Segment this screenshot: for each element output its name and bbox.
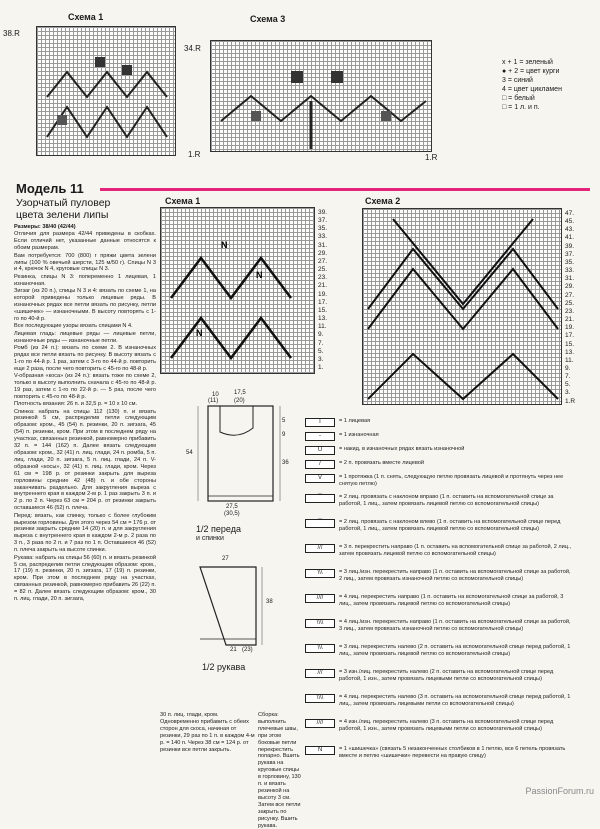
row-number: 7. xyxy=(565,373,571,381)
symbol-box: \\\\ xyxy=(305,619,335,628)
row-number: 1.R xyxy=(565,397,576,405)
dim-label: 5 xyxy=(282,418,286,424)
instruction-paragraph: Резинка, спицы N 3: попеременно 1 лицевая, 1 изнаночная. xyxy=(14,273,156,287)
header-divider xyxy=(100,188,590,191)
row-number: 47. xyxy=(565,210,575,217)
row-number: 25. xyxy=(565,299,575,307)
bottom-text-left: 30 п. лиц. глади, кром. Одновременно прибавить с обеих сторон для скоса, начиная от резинки, 29 раз по 1 п. в каждом 4-м р. = 140 п. Через 38 см = 124 р. от резинки все петли закрыть. xyxy=(160,712,255,753)
instruction-paragraph: V-образная «коса» (из 24 п.): вязать тоже по схеме 2, только в высоту выполнить сначала с 45-го по 48-й р. 19 раз, затем с 1-го по 22-й р. — 5 раз, после чего повторить с 45-го по 48-й р. xyxy=(14,373,156,400)
svg-text:N: N xyxy=(196,328,203,338)
dim-label: 54 xyxy=(186,450,193,456)
row-number: 3. xyxy=(318,355,324,363)
symbol-box: I xyxy=(305,418,335,427)
model-subtitle xyxy=(16,197,110,221)
row-number: 11. xyxy=(318,323,327,331)
row-number: 17. xyxy=(318,298,328,306)
symbol-text: = 4 лиц./изн. перекрестить направо (1 п. оставить на вспомогательной спице за работой, 3 лиц., затем провязать изнаночной петлю со вспомогательной спицы) xyxy=(339,619,571,632)
row-number: 37. xyxy=(318,217,328,225)
dim-label: 10 xyxy=(212,392,219,398)
svg-text:N: N xyxy=(256,270,263,280)
symbol-box: /// xyxy=(305,544,335,553)
row-number: 7. xyxy=(318,339,324,347)
symbol-box: ⌒ xyxy=(305,494,335,503)
row-number: 3. xyxy=(565,389,571,397)
bottom-text-right: Сборка: выполнить плечевые швы, при этом боковые петли перекрестить попарно. Вшить рукава на круговые спицы в горловину, 130 п. и вязать резинкой на высоту 3 см. Затем все петли закрыть по рисунку. Вшить рукава. xyxy=(258,712,301,829)
dim-label: 9 xyxy=(282,432,286,438)
symbol-box: //// xyxy=(305,594,335,603)
row-number: 27. xyxy=(318,257,328,265)
row-number: 9. xyxy=(318,331,324,339)
scheme3-top-title: Схема 3 xyxy=(250,14,286,24)
row-number: 17. xyxy=(565,332,575,340)
scheme2-row-numbers xyxy=(565,210,575,406)
symbol-box: U xyxy=(305,446,335,455)
row-number: 5. xyxy=(318,347,324,355)
symbol-box: N xyxy=(305,746,335,755)
dim-label: 17,5 xyxy=(234,390,246,396)
row-number: 33. xyxy=(565,267,575,275)
scheme1-row-numbers xyxy=(318,209,327,372)
dim-label: (20) xyxy=(234,398,245,404)
dim-label: 36 xyxy=(282,460,289,466)
symbol-text: = 3 п. перекрестить направо (1 п. оставить на вспомогательной спице за работой, 2 лиц., затем провязать лицевой петлю со вспомогательной спицы) xyxy=(339,544,572,557)
row-number: 21. xyxy=(565,316,575,324)
instruction-paragraph: Ромб (из 24 п.): вязать по схеме 2. В изнаночных рядах все петли вязать по рисунку. В высоту вязать с 1-го по 44-й р. 1 раз, затем с 3-го по 44-й р. повторить еще 2 раза, после чего повторить с 45-го по 48-й р. xyxy=(14,344,156,372)
scheme1-top-title: Схема 1 xyxy=(68,12,104,22)
dim-label: (11) xyxy=(208,398,219,404)
row-number: 15. xyxy=(318,306,328,314)
row-number: 31. xyxy=(565,275,575,283)
watermark: PassionForum.ru xyxy=(525,786,594,796)
model-title: Модель 11 xyxy=(16,181,84,196)
pattern-front-back xyxy=(168,388,303,518)
symbol-text: = 2 лиц. провязать с наклоном влево (1 п. оставить на вспомогательной спице перед работой, 1 лиц., затем провязать лицевой петлю со вспомогательной спицы) xyxy=(339,519,561,532)
symbol-box: \\\ xyxy=(305,644,335,653)
symbol-text: = 4 изн./лиц. перекрестить налево (3 п. оставить на вспомогательной спице перед работой, 1 изн., затем провязать лицевыми петли со вспомогательной спицы) xyxy=(339,719,554,732)
scheme2-chart xyxy=(362,208,562,405)
row-number: 15. xyxy=(565,340,575,348)
symbol-text: = 2 лиц. провязать с наклоном вправо (1 п. оставить на вспомогательной спице за работой, 1 лиц., затем провязать лицевой петлю со вспомогательной спицы) xyxy=(339,494,554,507)
row-1a-label: 1.R xyxy=(188,150,201,159)
pattern-front-caption xyxy=(196,524,241,544)
symbol-text: = 3 лиц./изн. перекрестить направо (1 п. оставить на вспомогательной спице за работой, 2 лиц., затем провязать изнаночной петлю со вспомогательной спицы) xyxy=(339,569,571,582)
dim-label: (23) xyxy=(242,647,253,653)
scheme1-title: Схема 1 xyxy=(165,196,201,206)
legend-item: ● + 2 = цвет курги xyxy=(502,68,560,75)
pattern-sleeve-caption: 1/2 рукава xyxy=(202,662,246,672)
symbol-text: = 4 лиц. перекрестить налево (3 п. оставить на вспомогательной спице перед работой, 1 лиц., затем провязать лицевыми петли со вспомогательной спицы) xyxy=(339,694,571,707)
instruction-paragraph: Вам потребуется: 700 (800) г пряжи цвета зелени липы (100 % овечьей шерсти, 125 м/50 г). Спицы N 3 и 4, крючок N 4, круговые спицы N 3. xyxy=(14,252,156,273)
dim-label: 21 xyxy=(230,647,237,653)
symbol-text: = 2 п. провязать вместе лицевой xyxy=(339,460,425,466)
subtitle-line-2: цвета зелени липы xyxy=(16,209,109,221)
legend-item: □ = белый xyxy=(502,95,535,102)
instructions-column xyxy=(14,224,156,603)
instruction-paragraph: Отличия для размера 42/44 приведены в скобках. Если отличий нет, указанные данные относятся к обоим размерам. xyxy=(14,231,156,252)
pattern-sleeve xyxy=(178,553,298,658)
row-number: 43. xyxy=(565,226,575,234)
row-number: 9. xyxy=(565,364,571,372)
row-number: 11. xyxy=(565,356,574,364)
symbol-box: //// xyxy=(305,719,335,728)
row-number: 5. xyxy=(565,381,571,389)
legend-item: □ = 1 л. и п. xyxy=(502,104,540,111)
symbol-box: /// xyxy=(305,669,335,678)
legend-item: x + 1 = зеленый xyxy=(502,59,553,66)
instruction-paragraph: Перед: вязать, как спинку, только с более глубоким вырезом горловины. Для этого через 54 см = 176 р. от резинки закрыть средние 14 (20) п. и для закругления выреза с внутреннего края в каждом 2-м р. 2 раза по 3 п., 3 раза по 2 п. и 7 раз по 1 п. Оставшиеся 46 (52) п. плеча закрыть на высоте спинки. xyxy=(14,512,156,554)
legend-item: 3 = синий xyxy=(502,77,533,84)
row-number: 39. xyxy=(565,242,575,250)
instruction-paragraph: Лицевая гладь: лицевые ряды — лицевые петли, изнаночные ряды — изнаночные петли. xyxy=(14,330,156,344)
row-number: 41. xyxy=(565,234,575,242)
symbol-box: / xyxy=(305,460,335,469)
dim-label: 27,5 xyxy=(226,504,238,510)
symbol-text: = 1 изнаночная xyxy=(339,432,379,438)
row-number: 23. xyxy=(565,307,575,315)
row-number: 29. xyxy=(318,249,328,257)
instruction-paragraph: Все последующие узоры вязать спицами N 4. xyxy=(14,323,133,330)
symbol-box: ⌒ xyxy=(305,519,335,528)
row-number: 19. xyxy=(565,324,575,332)
symbol-box: V xyxy=(305,474,335,483)
row-38-label: 38.R xyxy=(3,29,20,38)
caption-line: и спинки xyxy=(196,535,224,542)
row-number: 39. xyxy=(318,209,328,216)
row-number: 19. xyxy=(318,290,328,298)
row-number: 13. xyxy=(318,315,328,323)
dim-label: 27 xyxy=(222,556,229,562)
row-number: 25. xyxy=(318,266,328,274)
instruction-paragraph: Размеры: 38/40 (42/44) xyxy=(14,224,76,230)
symbol-text: = накид, в изнаночных рядах вязать изнаночной xyxy=(339,446,465,452)
row-number: 35. xyxy=(318,225,328,233)
row-1b-label: 1.R xyxy=(425,153,438,162)
symbol-text: = 3 изн./лиц. перекрестить налево (2 п. оставить на вспомогательной спице перед работой, 1 изн., затем провязать лицевыми петли со вспомогательной спицы) xyxy=(339,669,554,682)
instruction-paragraph: Плотность вязания: 26 п. и 32,5 р. = 10 х 10 см. xyxy=(14,401,138,408)
symbol-text: = 3 лиц. перекрестить налево (2 п. оставить на вспомогательной спице перед работой, 1 лиц., затем провязать лицевой петлю со вспомогательной спицы) xyxy=(339,644,571,657)
scheme2-title: Схема 2 xyxy=(365,196,401,206)
symbol-text: = 1 протяжка (1 п. снять, следующую петлю провязать лицевой и протянуть через нее снятую петлю) xyxy=(339,474,564,487)
symbol-text: = 1 «шишечка» (связать 5 незаконченных столбиков в 1 петлю, все 6 петель провязать вместе и петлю «шишечки» перевести на правую спицу) xyxy=(339,746,566,759)
row-number: 33. xyxy=(318,233,328,241)
color-legend xyxy=(502,58,562,112)
symbol-box: - xyxy=(305,432,335,441)
row-number: 29. xyxy=(565,283,575,291)
top-chart-1 xyxy=(36,26,176,156)
symbol-box: \\\ xyxy=(305,569,335,578)
symbol-text: = 1 лицевая xyxy=(339,418,371,424)
svg-text:N: N xyxy=(221,240,228,250)
symbol-text: = 4 лиц. перекрестить направо (1 п. оставить на вспомогательной спице за работой, 3 лиц., затем провязать лицевой петлю со вспомогательной спицы) xyxy=(339,594,564,607)
top-chart-3 xyxy=(210,40,432,152)
row-number: 23. xyxy=(318,274,328,282)
row-number: 1. xyxy=(318,363,324,371)
instruction-paragraph: Рукава: набрать на спицы 56 (60) п. и вязать резинкой 5 см, распределив петли следующим образом: кром., 17 (19) п. резинки, 20 п. зигзага, 17 (19) п. резинки, кром. При этом в последнем ряду на участках, связанных резинкой, равномерно прибавить 26 (22) п. = 82 п. Далее вязать следующим образом: кром., 30 п. лиц. глади, 20 п. зигзага, xyxy=(14,554,156,603)
dim-label: 38 xyxy=(266,599,273,605)
row-number: 31. xyxy=(318,241,328,249)
row-number: 27. xyxy=(565,291,575,299)
caption-line: 1/2 переда xyxy=(196,524,241,534)
row-number: 45. xyxy=(565,218,575,226)
instruction-paragraph: Спинка: набрать на спицы 112 (130) п. и вязать резинкой 5 см, распределив петли следующим образом: кром., 45 (54) п. резинки, 20 п. зигзага, 45 (54) п. резинки, кром. При этом в последнем ряду на участках, связанных резинкой, равномерно прибавить 32 п. = 144 (162) п. Далее вязать следующим образом: кром., 32 (41) п. лиц. глади, 24 п. ромба, 5 п. лиц. глади, 20 п. зигзага, 5 п. лиц. глади, 24 п. V-образной «косы», 32 (41) п. лиц. глади, кром. Через 61 см = 198 р. от резинки закрыть для выреза горловины средние 42 (48) п. и обе стороны заканчивать раздельно. Для закругления выреза с внутреннего края в каждом 2-м р. 1 раз закрыть 3 п. и 2 р. по 2 п. Через 63 см = 204 р. от резинки закрыть оставшиеся 46 (52) п. плеча. xyxy=(14,408,156,512)
row-number: 13. xyxy=(565,348,575,356)
row-34-label: 34.R xyxy=(184,44,201,53)
row-number: 35. xyxy=(565,258,575,266)
subtitle-line-1: Узорчатый пуловер xyxy=(16,197,111,209)
scheme1-chart xyxy=(160,207,315,374)
instruction-paragraph: Зигзаг (из 20 п.), спицы N 3 и 4: вязать по схеме 1, на которой приведены только лицевые ряды. В изнаночных рядах все петли вязать по рисунку, петли «шишечек» — изнаночными. В высоту повторять с 1-го по 40-й р. xyxy=(14,288,156,322)
symbol-box: \\\\ xyxy=(305,694,335,703)
dim-label: (30,5) xyxy=(224,511,240,517)
row-number: 37. xyxy=(565,250,575,258)
row-number: 21. xyxy=(318,282,328,290)
legend-item: 4 = цвет цикламен xyxy=(502,86,562,93)
